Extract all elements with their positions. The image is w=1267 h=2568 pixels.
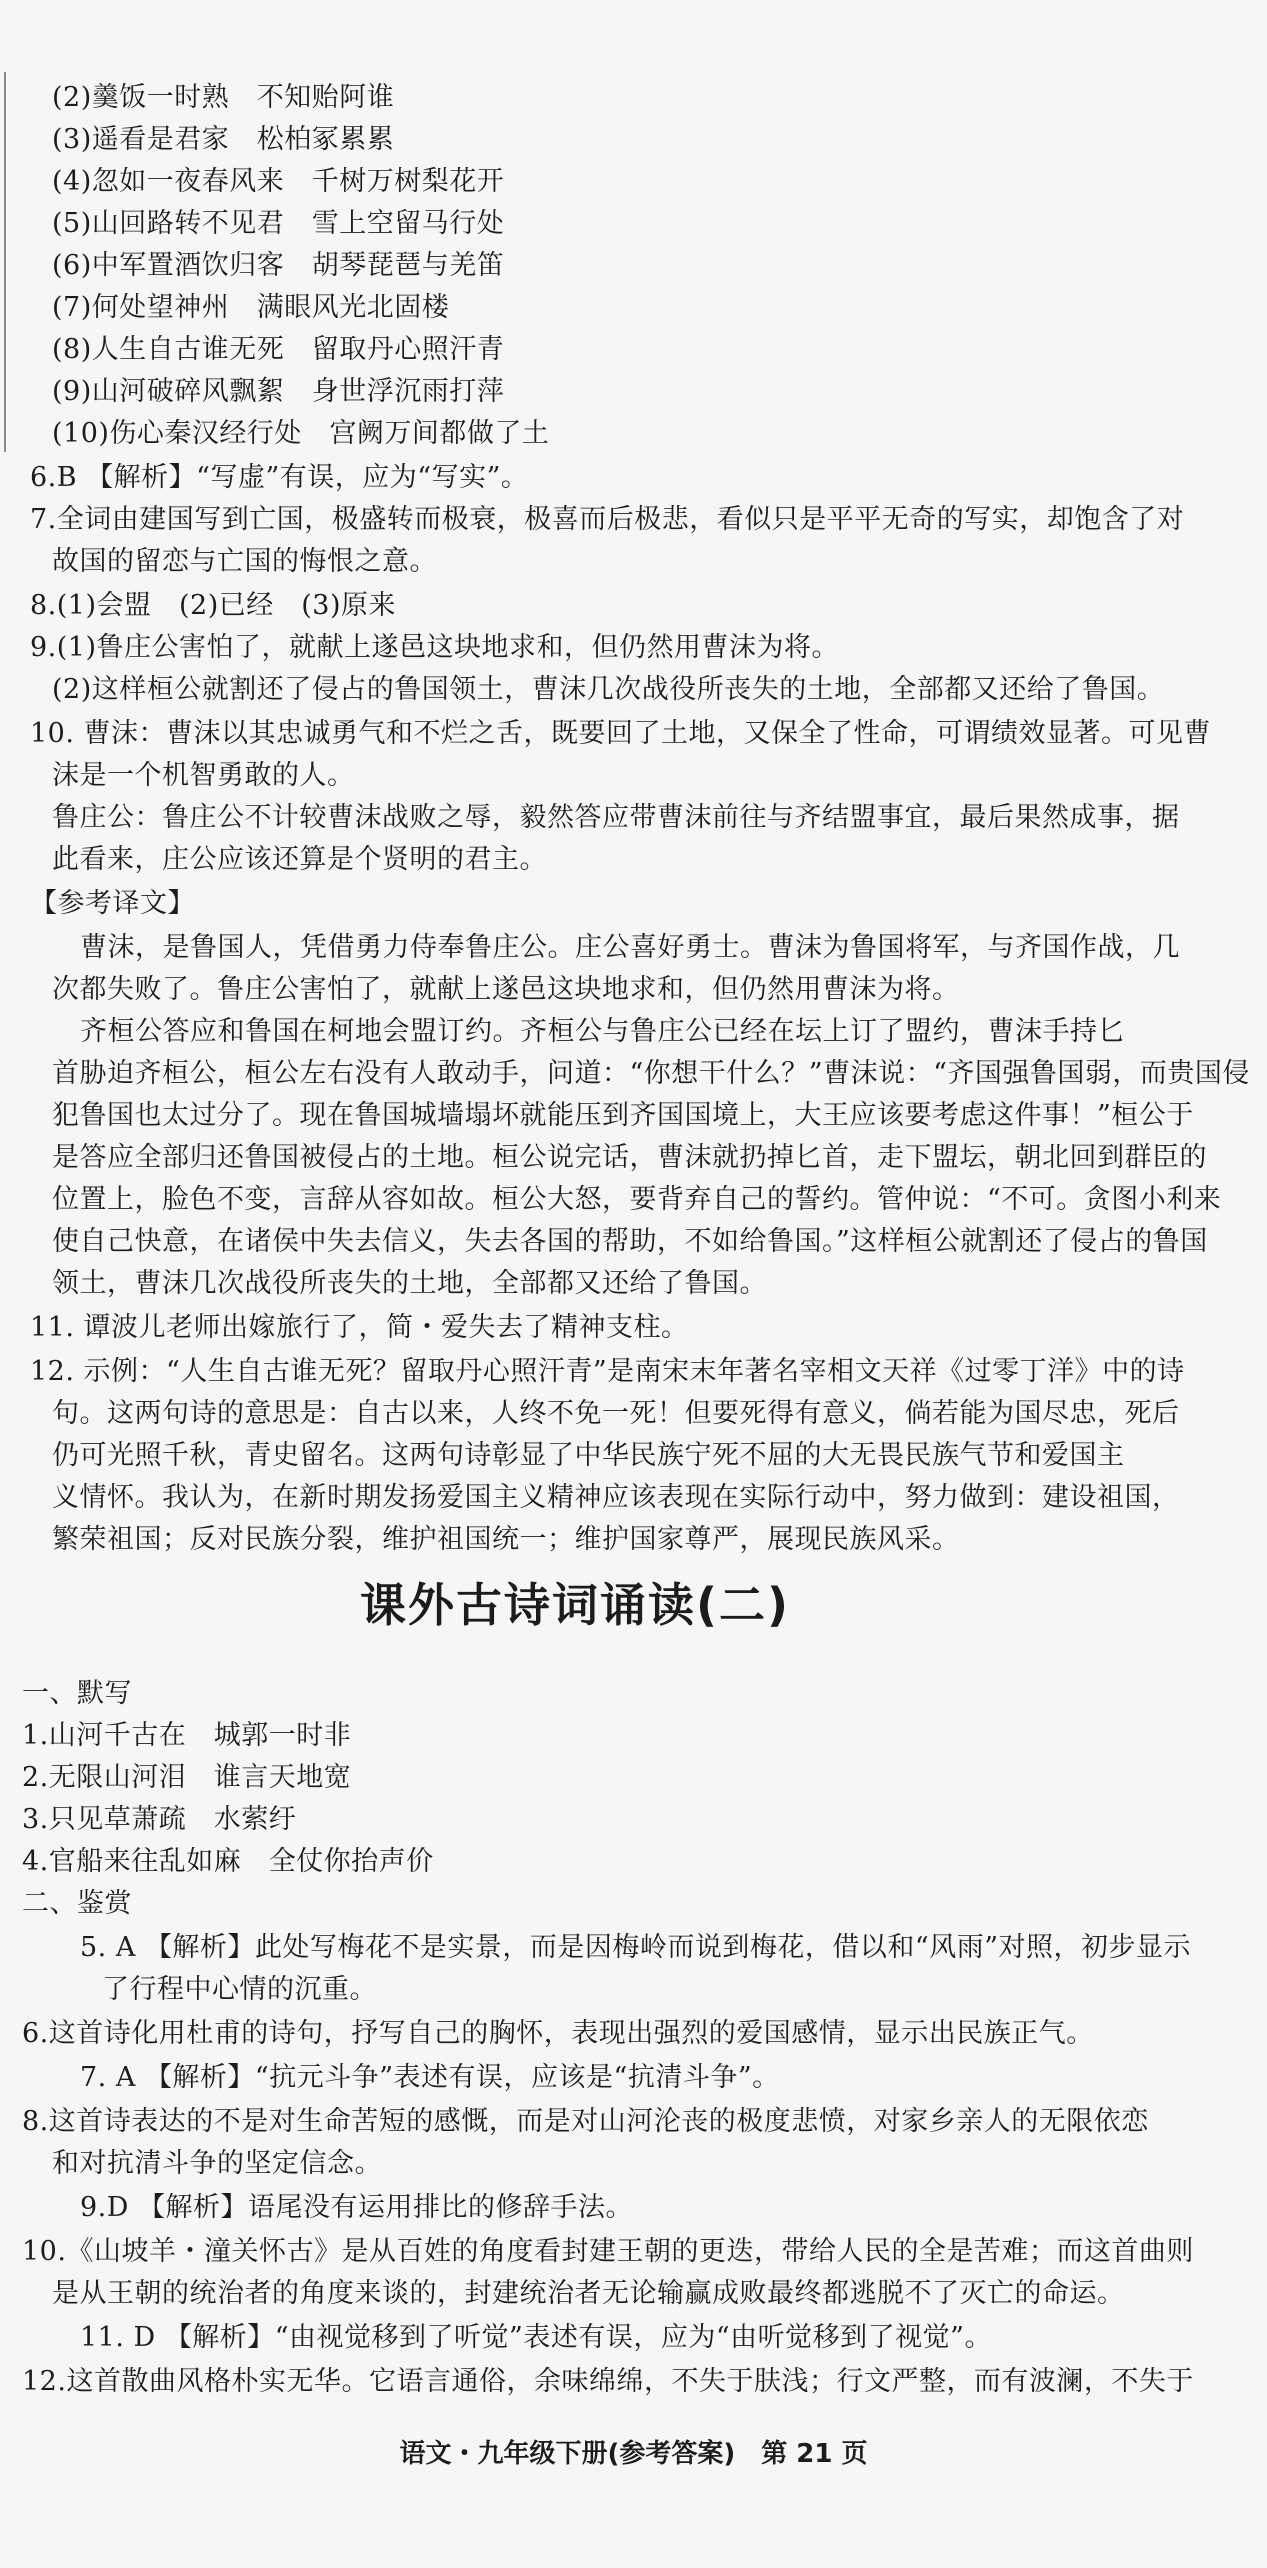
text-line: (2)这样桓公就割还了侵占的鲁国领土，曹沫几次战役所丧失的土地，全部都又还给了鲁国。 bbox=[52, 674, 1165, 705]
answer-8: 8.这首诗表达的不是对生命苦短的感慨，而是对山河沦丧的极度悲愤，对家乡亲人的无限依恋 bbox=[22, 2106, 1149, 2137]
answer-11: 11. D 【解析】“由视觉移到了听觉”表述有误，应为“由听觉移到了视觉”。 bbox=[80, 2322, 992, 2353]
text-line: (8)人生自古谁无死 留取丹心照汗青 bbox=[52, 334, 505, 365]
text-line: 位置上，脸色不变，言辞从容如故。桓公大怒，要背弃自己的誓约。管仲说：“不可。贪图小利来 bbox=[52, 1184, 1222, 1215]
text-line: (3)遥看是君家 松柏冢累累 bbox=[52, 124, 395, 155]
text-line: 3.只见草萧疏 水萦纡 bbox=[22, 1804, 297, 1835]
text-line: (5)山回路转不见君 雪上空留马行处 bbox=[52, 208, 505, 239]
answer-6: 6.B 【解析】“写虚”有误，应为“写实”。 bbox=[30, 462, 529, 493]
text-line: (7)何处望神州 满眼风光北固楼 bbox=[52, 292, 450, 323]
text-line: (4)忽如一夜春风来 千树万树梨花开 bbox=[52, 166, 505, 197]
answer-7: 7. A 【解析】“抗元斗争”表述有误，应该是“抗清斗争”。 bbox=[80, 2062, 780, 2093]
answer-12: 12.这首散曲风格朴实无华。它语言通俗，余味绵绵，不失于肤浅；行文严整，而有波澜，不失于 bbox=[22, 2366, 1194, 2397]
page-footer: 语文・九年级下册(参考答案) 第 21 页 bbox=[399, 2439, 868, 2469]
text-line: 故国的留恋与亡国的悔恨之意。 bbox=[52, 546, 437, 577]
text-line: 繁荣祖国；反对民族分裂，维护祖国统一；维护国家尊严，展现民族风采。 bbox=[52, 1524, 960, 1555]
answer-8: 8.(1)会盟 (2)已经 (3)原来 bbox=[30, 590, 396, 621]
reference-translation-label: 【参考译文】 bbox=[30, 888, 195, 919]
text-line: (2)羹饭一时熟 不知贻阿谁 bbox=[52, 82, 395, 113]
text-line: 曹沫，是鲁国人，凭借勇力侍奉鲁庄公。庄公喜好勇士。曹沫为鲁国将军，与齐国作战，几 bbox=[80, 932, 1180, 963]
text-line: 鲁庄公：鲁庄公不计较曹沫战败之辱，毅然答应带曹沫前往与齐结盟事宜，最后果然成事，据 bbox=[52, 802, 1180, 833]
text-line: 犯鲁国也太过分了。现在鲁国城墙塌坏就能压到齐国国境上，大王应该要考虑这件事！”桓公于 bbox=[52, 1100, 1194, 1131]
answer-6: 6.这首诗化用杜甫的诗句，抒写自己的胸怀，表现出强烈的爱国感情，显示出民族正气。 bbox=[22, 2018, 1094, 2049]
text-line: 此看来，庄公应该还算是个贤明的君主。 bbox=[52, 844, 547, 875]
answer-9: 9.(1)鲁庄公害怕了，就献上遂邑这块地求和，但仍然用曹沫为将。 bbox=[30, 632, 840, 663]
text-line: 是从王朝的统治者的角度来谈的，封建统治者无论输赢成败最终都逃脱不了灭亡的命运。 bbox=[52, 2278, 1125, 2309]
text-line: (6)中军置酒饮归客 胡琴琵琶与羌笛 bbox=[52, 250, 505, 281]
answer-10: 10. 曹沫：曹沫以其忠诚勇气和不烂之舌，既要回了土地，又保全了性命，可谓绩效显著。可见曹 bbox=[30, 718, 1212, 749]
text-line: (9)山河破碎风飘絮 身世浮沉雨打萍 bbox=[52, 376, 505, 407]
text-line: 了行程中心情的沉重。 bbox=[102, 1974, 377, 2005]
text-line: 4.官船来往乱如麻 全仗你抬声价 bbox=[22, 1846, 434, 1877]
section-label: 二、鉴赏 bbox=[22, 1888, 132, 1919]
text-line: 义情怀。我认为，在新时期发扬爱国主义精神应该表现在实际行动中，努力做到：建设祖国， bbox=[52, 1482, 1180, 1513]
section-title: 课外古诗词诵读(二) bbox=[359, 1578, 791, 1632]
text-line: 句。这两句诗的意思是：自古以来，人终不免一死！但要死得有意义，倘若能为国尽忠，死后 bbox=[52, 1398, 1180, 1429]
answer-11: 11. 谭波儿老师出嫁旅行了，简・爱失去了精神支柱。 bbox=[30, 1312, 689, 1343]
text-line: (10)伤心秦汉经行处 宫阙万间都做了土 bbox=[52, 418, 550, 449]
binding-edge-mark bbox=[4, 72, 6, 452]
text-line: 和对抗清斗争的坚定信念。 bbox=[52, 2148, 382, 2179]
answer-5: 5. A 【解析】此处写梅花不是实景，而是因梅岭而说到梅花，借以和“风雨”对照，初步显示 bbox=[80, 1932, 1192, 1963]
text-line: 是答应全部归还鲁国被侵占的土地。桓公说完话，曹沫就扔掉匕首，走下盟坛，朝北回到群臣的 bbox=[52, 1142, 1207, 1173]
text-line: 首胁迫齐桓公，桓公左右没有人敢动手，问道：“你想干什么？”曹沫说：“齐国强鲁国弱，而贵国侵 bbox=[52, 1058, 1250, 1089]
answer-7: 7.全词由建国写到亡国，极盛转而极衰，极喜而后极悲，看似只是平平无奇的写实，却饱含了对 bbox=[30, 504, 1185, 535]
text-line: 仍可光照千秋，青史留名。这两句诗彰显了中华民族宁死不屈的大无畏民族气节和爱国主 bbox=[52, 1440, 1125, 1471]
text-line: 2.无限山河泪 谁言天地宽 bbox=[22, 1762, 352, 1793]
answer-10: 10.《山坡羊・潼关怀古》是从百姓的角度看封建王朝的更迭，带给人民的全是苦难；而这首曲则 bbox=[22, 2236, 1194, 2267]
text-line: 领土，曹沫几次战役所丧失的土地，全部都又还给了鲁国。 bbox=[52, 1268, 767, 1299]
text-line: 次都失败了。鲁庄公害怕了，就献上遂邑这块地求和，但仍然用曹沫为将。 bbox=[52, 974, 960, 1005]
answer-12: 12. 示例：“人生自古谁无死？留取丹心照汗青”是南宋末年著名宰相文天祥《过零丁洋》中的诗 bbox=[30, 1356, 1185, 1387]
text-line: 1.山河千古在 城郭一时非 bbox=[22, 1720, 352, 1751]
text-line: 使自己快意，在诸侯中失去信义，失去各国的帮助，不如给鲁国。”这样桓公就割还了侵占的鲁国 bbox=[52, 1226, 1208, 1257]
answer-9: 9.D 【解析】语尾没有运用排比的修辞手法。 bbox=[80, 2192, 633, 2223]
text-line: 沫是一个机智勇敢的人。 bbox=[52, 760, 355, 791]
text-line: 齐桓公答应和鲁国在柯地会盟订约。齐桓公与鲁庄公已经在坛上订了盟约，曹沫手持匕 bbox=[80, 1016, 1125, 1047]
section-label: 一、默写 bbox=[22, 1678, 132, 1709]
